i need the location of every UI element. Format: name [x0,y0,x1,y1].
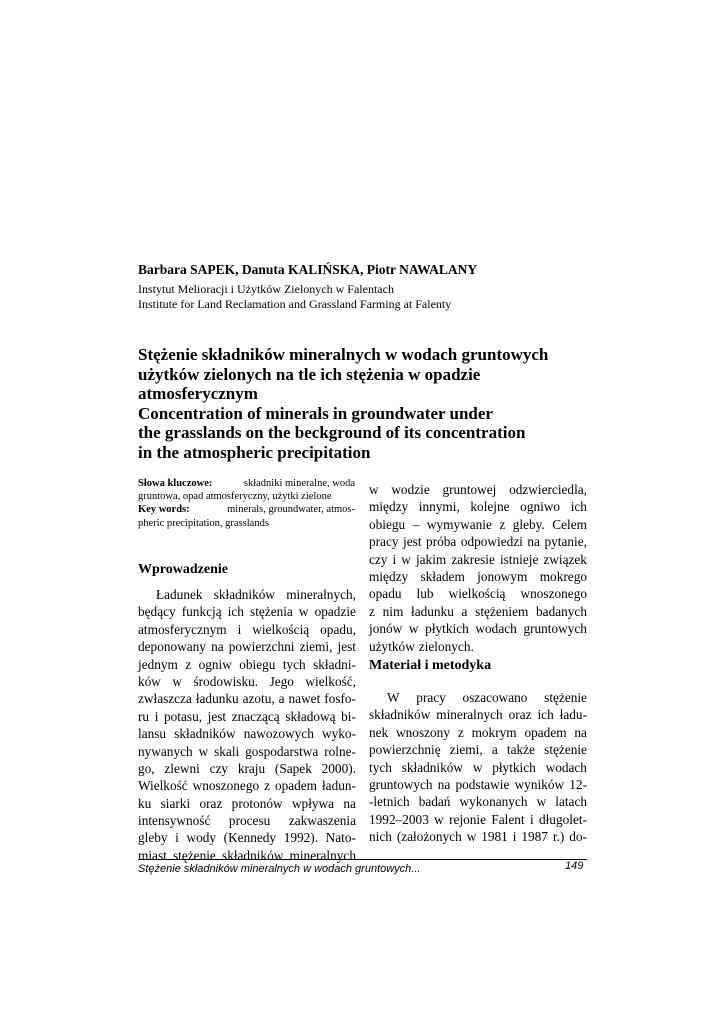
keywords-en-label: Key words: [138,504,190,516]
title-line: Concentration of minerals in groundwater under [138,403,493,423]
text-line: ku siarki oraz protonów wpływa na [138,795,356,811]
text-line: nek wnoszony z mokrym opadem na [369,724,587,740]
title-line: użytków zielonych na tle ich stężenia w opadzie [138,364,481,384]
text-line: pracy jest próba odpowiedzi na pytanie, [369,534,587,550]
text-line: jednym z ogniw obiegu tych składni- [138,656,356,672]
text-line: ru i potasu, jest znaczącą składową bi- [138,708,356,724]
running-title: Stężenie składników mineralnych w wodach gruntowych... [138,863,421,875]
affiliation-en: Institute for Land Reclamation and Grassland Farming at Falenty [138,297,452,311]
title-line: atmosferycznym [138,384,258,403]
intro-heading: Wprowadzenie [138,562,228,577]
title-line: Stężenie składników mineralnych w wodach gruntowych [138,345,549,364]
text-line: czy i w jakim zakresie istnieje związek [369,551,587,567]
authors: Barbara SAPEK, Danuta KALIŃSKA, Piotr NAWALANY [138,262,478,277]
intro-paragraph [138,586,356,864]
text-line: lansu składników nawozowych wyko- [138,726,356,742]
text-line: gruntowych na podstawie wyników 12- [369,776,587,792]
text-line: między innymi, kolejne ogniwo ich [369,499,587,515]
text-line: użytków zielonych. [369,638,474,654]
text-line: gleby i wody (Kennedy 1992). Nato- [138,830,356,846]
text-line: Wielkość wnoszonego z opadem ładun- [138,778,356,794]
methods-heading: Materiał i metodyka [369,658,492,673]
text-line: W pracy oszacowano stężenie [387,690,587,705]
text-line: deponowany na powierzchni ziemi, jest [138,639,356,655]
affiliation-pl: Instytut Melioracji i Użytków Zielonych w Falentach [138,282,394,296]
text-line: obiegu – wymywanie z gleby. Celem [369,516,587,532]
methods-paragraph [369,689,587,846]
title-line: in the atmospheric precipitation [138,442,371,462]
text-line: 1992–2003 w rejonie Falent i długolet- [369,811,587,827]
affiliation [138,282,451,312]
text-line: nich (założonych w 1981 i 1987 r.) do- [369,829,587,845]
text-line: opadu lub wielkością wnoszonego [369,586,587,602]
text-line: atmosferycznym i wielkością opadu, [138,621,356,637]
title-line: the grasslands on the beckground of its concentration [138,423,526,442]
text-line: z nim ładunku a stężeniem badanych [369,603,587,619]
text-line: będący funkcją ich stężenia w opadzie [138,604,356,620]
keywords-en-text: minerals, groundwater, atmos- [227,504,355,516]
text-line: zwłaszcza ładunku azotu, a nawet fosfo- [138,691,356,707]
keywords-en-line2: pheric precipitation, grasslands [138,517,269,529]
text-line: tych składników w płytkich wodach [369,759,587,775]
intro-continuation-paragraph [369,481,587,655]
keywords-block [138,477,355,530]
keywords-pl-line [138,477,355,490]
text-line: go, zlewni czy kraju (Sapek 2000). [138,760,356,776]
keywords-pl-label: Słowa kluczowe: [138,478,213,489]
text-line: nywanych w skali gospodarstwa rolne- [138,743,356,759]
page-number: 149 [565,860,584,872]
text-line: w wodzie gruntowej odzwierciedla, [369,482,587,497]
footer-divider [138,859,587,860]
text-line: miast stężenie składników mineralnych [138,847,356,863]
keywords-pl-text: składniki mineralne, woda [243,478,355,489]
text-line: jonów w płytkich wodach gruntowych [369,621,587,637]
text-line: ków w środowisku. Jego wielkość, [138,673,356,689]
text-line: powierzchnię ziemi, a także stężenie [369,742,587,758]
text-line: składników mineralnych oraz ich ładu- [369,707,587,723]
text-line: między składem jonowym mokrego [369,568,587,584]
keywords-en-line [138,503,355,516]
text-line: -letnich badań wykonanych w latach [369,794,587,810]
article-title [138,345,598,462]
keywords-pl-line2: gruntowa, opad atmosferyczny, użytki zielone [138,491,332,503]
text-line: intensywność procesu zakwaszenia [138,813,356,829]
text-line: Ładunek składników mineralnych, [156,587,356,602]
